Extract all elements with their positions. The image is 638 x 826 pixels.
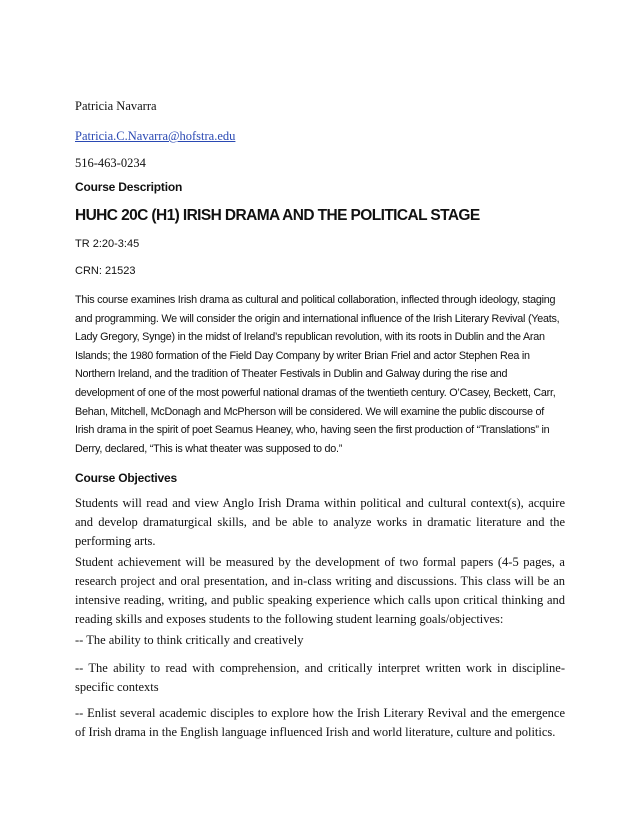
instructor-phone: 516-463-0234	[75, 156, 146, 170]
course-objectives-heading: Course Objectives	[75, 471, 177, 485]
goal-item-3: -- Enlist several academic disciples to explore how the Irish Literary Revival and the emergence of Irish drama in the English language influenced Irish and world literature, culture and politics.	[75, 706, 565, 739]
course-description-heading: Course Description	[75, 180, 183, 194]
instructor-name: Patricia Navarra	[75, 99, 157, 113]
instructor-email-link[interactable]: Patricia.C.Navarra@hofstra.edu	[75, 129, 236, 143]
course-title: HUHC 20C (H1) IRISH DRAMA AND THE POLITICAL STAGE	[75, 207, 480, 224]
goal-item-2: -- The ability to read with comprehension, and critically interpret written work in discipline-specific contexts	[75, 661, 565, 694]
course-crn: CRN: 21523	[75, 265, 136, 277]
course-schedule: TR 2:20-3:45	[75, 238, 140, 250]
objectives-intro: Students will read and view Anglo Irish Drama within political and cultural context(s), acquire and develop dramaturgical skills, and be able to analyze works in dramatic literature and the performing arts.	[75, 496, 565, 548]
course-description-body: This course examines Irish drama as cultural and political collaboration, inflected through ideology, staging and programming. We will consider the origin and international influence of the Irish Literary Revival (Yeats, Lady Gregory, Synge) in the midst of Ireland’s republican revolution, with its roots in Dublin and the Aran Islands; the 1980 formation of the Field Day Company by writer Brian Friel and actor Stephen Rea in Northern Ireland, and the tradition of Theater Festivals in Dublin and Galway during the rise and development of one of the most powerful national dramas of the twentieth century. O’Casey, Beckett, Carr, Behan, Mitchell, McDonagh and McPherson will be considered. We will examine the public discourse of Irish drama in the spirit of poet Seamus Heaney, who, having seen the first production of “Translations” in Derry, declared, “This is what theater was supposed to do.”	[75, 294, 560, 455]
achievement-paragraph: Student achievement will be measured by the development of two formal papers (4-5 pages, a research project and oral presentation, and in-class writing and discussions. This class will be an intensive reading, writing, and public speaking experience which calls upon critical thinking and reading skills and exposes students to the following student learning goals/objectives:	[75, 555, 565, 626]
goal-item-1: -- The ability to think critically and creatively	[75, 633, 304, 647]
